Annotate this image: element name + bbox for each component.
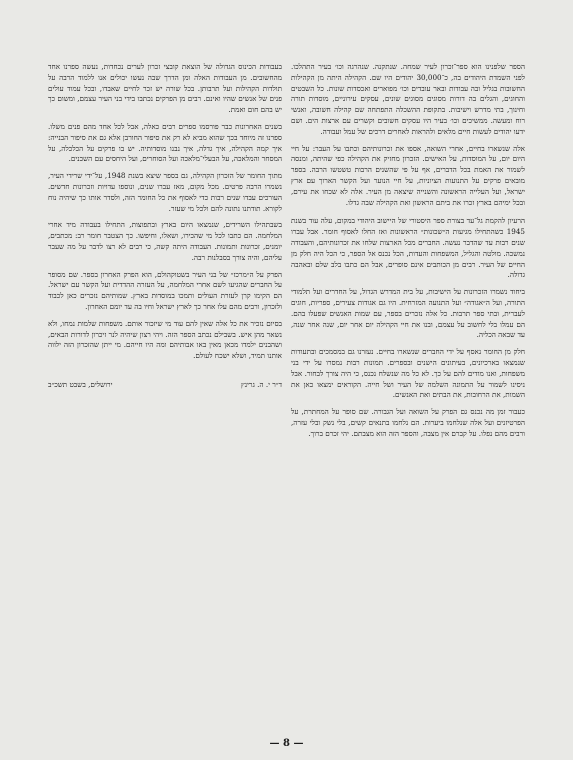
right-paragraph-2: אלה שנשארו בחיים, אחרי השואה, אספו את זכרונותיהם וכתבו על העבר: על חיי היום יום, על המוסדות, על האישים. הזכרון מחזיק את הקהילה כפי שהיתה, ומנסה לשמור את האמת בכל הדברים, אף על פי שהשנים הרבות טשטשו הרבה. בספר מובאים פרקים על התנועות הציוניות, על חיי הנוער ועל הקשר הארוך עם ארץ ישראל, ועל העלייה הראשונה והשנייה שיצאה מן העיר. אלה לא שכחו את עירם, ובכל ימיהם בארץ זכרו את ביתם הראשון ואת הקהילה שבה גדלו. bbox=[291, 143, 525, 207]
left-paragraph-6: בסיום נזכיר את כל אלה שאין להם עוד מי שיזכור אותם. משפחות שלמות נמחו, ולא נשאר מהן איש. בשבילם נכתב הספר הזה. ויהי רצון שיהיה לנר זיכרון לדורות הבאים, ושהבנים ילמדו מכאן מאין באו אבותיהם ומה היו חייהם. מי ייתן שהזכרון הזה ילווה אותנו תמיד, ושלא ישכח לעולם. bbox=[48, 318, 282, 361]
right-paragraph-1: הספר שלפנינו הוא ספר־זכרון לעיר שמחה. שנתקנה. שנהרגה וכו׳ בעיר התהלכו. לפני השמדת היהודים בה, כ־30,000 יהודים היו שם. הקהילה היתה מן הקהילות החשובות בגליל ובה עבודות ובאר עובדים וכו׳ מפוארים ואכסדות שונות. כל השבטים והחוגים, והגלים בה דורות מסוגים מסוגים שונים, עסקים עירוניים, מוסדות תורה וחינוך, בתי מדרש וישיבות. בתקופת ההשכלה התפתחה שם קהילה חשובה, ואנשי רוח ומעשה. ממשיכים וכו׳ בעיר היו עסקים חשובים וקשרים עם ארצות הים. ושם ידעו יהודים לעשות חיים מלאים ולהראות לאחרים דרכים של עמל ועבודה. bbox=[291, 62, 525, 136]
signature-line bbox=[48, 380, 282, 390]
left-paragraph-2: בשנים האחרונות כבר פורסמו ספרים רבים כאלה, אבל לכל אחד מהם פנים משלו. ספרנו זה מיוחד בכך שהוא מביא לא רק את סיפור החורבן אלא גם את סיפור הבנייה: איך קמה הקהילה, איך גדלה, איך נבנו מוסדותיה. יש בו פרקים על הכלכלה, על המסחר והמלאכה, על הבעלי־מלאכה ועל הסוחרים, ועל היחסים עם השכנים. bbox=[48, 121, 282, 164]
right-paragraph-3: הרעיון להקמת גל־עד בצורת ספר היסטורי של היישוב היהודי במקום, עלה עוד בשנת 1945 כשהתחילו מגיעות ה״שכונות״ הראשונות ואז החלו לאסוף חומר. אבל עברו שנים רבות עד שהדבר נעשה. החברים מכל הארצות שלחו את זכרונותיהם, והעבודה נמשכה. מולטה והגליל, המשפחות והעדות, הכל נכנס אל הספר, כי הכל היה חלק מן החיים של העיר. רבים מן הכותבים אינם סופרים, אבל הם כתבו בלב שלם ובאהבה גדולה. bbox=[291, 216, 525, 280]
right-paragraph-5: חלק מן החומר נאסף על ידי החברים שנשארו בחיים. נעזרנו גם במסמכים ובתעודות שנמצאו בארכיונים, בעיתונים הישנים ובספרים. תמונות רבות נמסרו על ידי בני משפחות, ואנו מודים להם על כך. לא כל מה שנשלח נכנס, כי היה צורך לבחור. אבל ניסינו לשמור על התמונה השלמה של העיר ושל חייה. הקוראים ימצאו כאן את השמות, את הרחובות, את הבתים ואת האנשים. bbox=[291, 347, 525, 400]
signature-name: ד״ר י. ה. גרינץ bbox=[240, 379, 282, 389]
right-paragraph-4: ביחוד נשמרו הזכרונות על הישיבות, על בית המדרש הגדול, על החדרים ועל תלמודי התורה, ועל ה״אגודה״ ועל התנועה המזרחית. היו גם אגודות צעירים, ספריות, חוגים לעברית, ובתי ספר תרבות. כל אלה נזכרים בספר, עם שמות האנשים שפעלו בהם. הם עמלו בלי לחשוב על עצמם, ובנו את חיי הקהילה יום אחר יום, שנה אחר שנה, עד שבאה הכליה. bbox=[291, 287, 525, 340]
left-paragraph-4: בשבתהילו השרידים, שנמצאו היום בארץ ובתפוצות, התחילו בעבודה מיד אחרי המלחמה. הם כתבו לכל מי שהכירו, ושאלו, וחיפשו. כך הצטבר חומר רב: מכתבים, יומנים, זכרונות ותמונות. העבודה היתה קשה, כי רבים לא רצו לדבר על מה שעבר עליהם, והיה צורך בסבלנות רבה. bbox=[48, 220, 282, 262]
right-paragraph-6: כעבור זמן מה נכנס גם הפרק על השואה ועל הגבורה. שם סופר על המחתרת, על הפרטיזנים ועל אלה שנלחמו ביערות. הם נלחמו בתנאים קשים, בלי נשק ובלי עזרה, ורבים מהם נפלו. על קברם אין מצבה, והספר הזה הוא מצבתם. יהי זכרם ברוך. bbox=[291, 407, 525, 438]
page-number: — 8 — bbox=[269, 738, 304, 749]
two-column-layout bbox=[48, 62, 525, 717]
right-column bbox=[291, 62, 525, 717]
left-column bbox=[48, 62, 282, 717]
left-paragraph-3: מתוך החומר של הזכרון הקהילה, גם בספר שיצא בשנת 1948, על־ידי שרידי העיר, נשמרו הרבה פרטים. מכל מקום, מאז עברו שנים, ונוספו עדויות וזכרונות חדשים. העורכים עבדו שנים רבות כדי לאסוף את כל החומר הזה, ולסדר אותו כך שיהיה נוח לקורא. תודתנו נתונה להם ולכל מי שעזר. bbox=[48, 171, 282, 213]
signature-place-date: ירושלים, בשבט תשכ״ב bbox=[48, 379, 113, 389]
left-paragraph-5: הפרק על ה״מרכז״ של בני העיר בשטוקהולם, הוא הפרק האחרון בספר. שם מסופר על החברים שהגיעו לשם אחרי המלחמה, על העזרה ההדדית ועל הקשר עם ישראל. הם הקימו קרן לעזרת העולים ותמכו במוסדות בארץ. שמותיהם נזכרים כאן לכבוד ולזכרון, ורבים מהם עלו אחר כך לארץ ישראל וחיו בה עד יומם האחרון. bbox=[48, 269, 282, 311]
left-paragraph-1: בעבודות הכינוס הגדולה של הוצאת קובצי זכרון לערים נכחדות, נעשה ספרנו אחד מהחשובים. מן העבודות האלה ומן הדרך שבה נעשו יכולים אנו ללמוד הרבה על תולדות הקהילות ועל תרבותן. בכל שורה יש זכר לחיים שאבדו, ובכל עמוד עולים פנים של אנשים שהיו ואינם. רבים מן הפרקים נכתבו בידי בני העיר עצמם, ומשום כך יש בהם חום ואמת. bbox=[48, 62, 282, 115]
